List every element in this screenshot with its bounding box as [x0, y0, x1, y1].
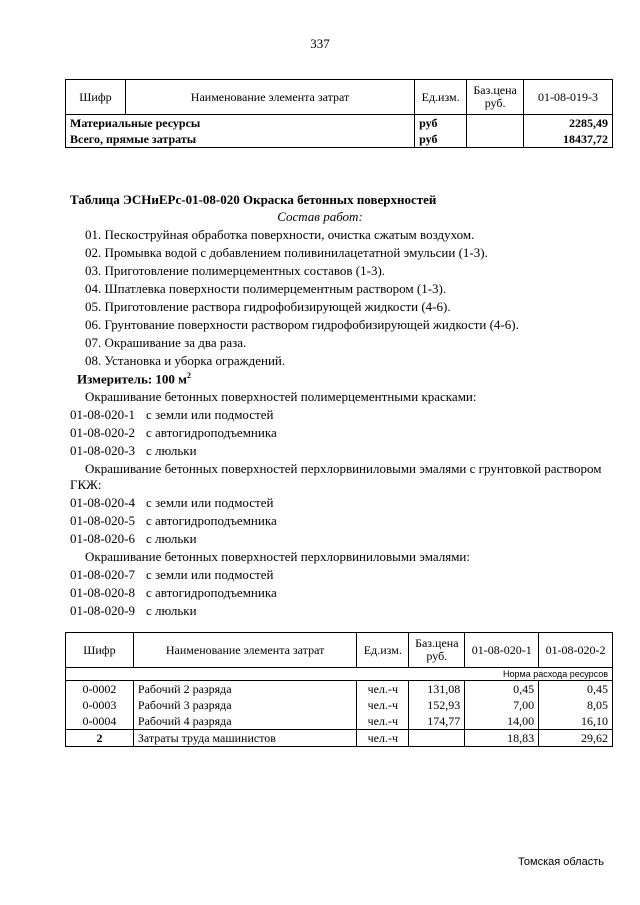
- row-price: 131,08: [409, 681, 465, 698]
- item-code: 01-08-020-3: [70, 443, 135, 458]
- work-item: 03. Приготовление полимерцементных составов (1-3).: [85, 263, 386, 278]
- row-unit: чел.-ч: [357, 713, 409, 730]
- row-price: [467, 115, 524, 132]
- row-name: Материальные ресурсы: [66, 115, 415, 132]
- item-text: с люльки: [146, 603, 197, 618]
- list-item: [70, 603, 197, 619]
- list-item: [70, 443, 197, 459]
- row-unit: руб: [415, 115, 467, 132]
- row-code: 0-0003: [66, 697, 134, 713]
- work-item: 08. Установка и уборка ограждений.: [85, 353, 286, 368]
- norm-label-row: [66, 668, 613, 681]
- row-unit: чел.-ч: [357, 730, 409, 747]
- row-price: 152,93: [409, 697, 465, 713]
- row-unit: чел.-ч: [357, 681, 409, 698]
- item-code: 01-08-020-1: [70, 407, 135, 422]
- item-text: с автогидроподъемника: [146, 513, 277, 528]
- row-value-2: 29,62: [539, 730, 613, 747]
- group-heading: Окрашивание бетонных поверхностей перхлорвиниловыми эмалями с грунтовкой раствором: [85, 461, 602, 476]
- group-heading: Окрашивание бетонных поверхностей полимерцементными красками:: [85, 389, 477, 404]
- item-code: 01-08-020-9: [70, 603, 135, 618]
- row-price: [467, 131, 524, 148]
- row-name: Всего, прямые затраты: [66, 131, 415, 148]
- list-item: [70, 407, 273, 423]
- table-header-row: [66, 633, 613, 668]
- resource-table-01-08-020: [65, 632, 613, 747]
- row-value: 2285,49: [524, 115, 613, 132]
- list-item: [70, 531, 197, 547]
- item-code: 01-08-020-5: [70, 513, 135, 528]
- row-unit: чел.-ч: [357, 697, 409, 713]
- row-value-2: 8,05: [539, 697, 613, 713]
- table-row: [66, 730, 613, 747]
- header-unit: Ед.изм.: [357, 633, 409, 668]
- norm-label: Норма расхода ресурсов: [66, 668, 613, 681]
- row-name: Рабочий 3 разряда: [133, 697, 356, 713]
- table-row: [66, 131, 613, 148]
- list-item: [70, 495, 273, 511]
- header-col-01-08-019-3: 01-08-019-3: [524, 80, 613, 115]
- item-code: 01-08-020-4: [70, 495, 135, 510]
- cost-table-01-08-019: [65, 79, 613, 148]
- table-row: [66, 697, 613, 713]
- row-code: 0-0004: [66, 713, 134, 730]
- row-name: Рабочий 4 разряда: [133, 713, 356, 730]
- group-heading: Окрашивание бетонных поверхностей перхлорвиниловыми эмалями:: [85, 549, 470, 564]
- row-name: Затраты труда машинистов: [133, 730, 356, 747]
- list-item: [70, 567, 273, 583]
- table-row: [66, 681, 613, 698]
- work-item: 02. Промывка водой с добавлением поливинилацетатной эмульсии (1-3).: [85, 245, 488, 260]
- page-number: 337: [310, 36, 330, 51]
- header-price: Баз.цена руб.: [409, 633, 465, 668]
- table-header-row: [66, 80, 613, 115]
- row-value-2: 0,45: [539, 681, 613, 698]
- table-row: [66, 115, 613, 132]
- measure-unit: [77, 371, 191, 387]
- row-value: 18437,72: [524, 131, 613, 148]
- row-value-2: 16,10: [539, 713, 613, 730]
- section-title: Таблица ЭСНиЕРс-01-08-020 Окраска бетонных поверхностей: [70, 192, 437, 207]
- header-name: Наименование элемента затрат: [133, 633, 356, 668]
- header-unit: Ед.изм.: [415, 80, 467, 115]
- header-code: Шифр: [66, 633, 134, 668]
- work-item: 05. Приготовление раствора гидрофобизирующей жидкости (4-6).: [85, 299, 451, 314]
- work-item: 07. Окрашивание за два раза.: [85, 335, 247, 350]
- row-value-1: 0,45: [465, 681, 539, 698]
- row-value-1: 7,00: [465, 697, 539, 713]
- item-text: с земли или подмостей: [146, 495, 274, 510]
- item-code: 01-08-020-2: [70, 425, 135, 440]
- header-col-01-08-020-1: 01-08-020-1: [465, 633, 539, 668]
- header-code: Шифр: [66, 80, 126, 115]
- row-value-1: 14,00: [465, 713, 539, 730]
- item-text: с земли или подмостей: [146, 407, 274, 422]
- row-price: [409, 730, 465, 747]
- row-code: 0-0002: [66, 681, 134, 698]
- item-text: с люльки: [146, 443, 197, 458]
- work-item: 04. Шпатлевка поверхности полимерцементным раствором (1-3).: [85, 281, 447, 296]
- footer-region: Томская область: [518, 856, 604, 868]
- item-text: с автогидроподъемника: [146, 425, 277, 440]
- section-subtitle: Состав работ:: [277, 209, 363, 224]
- item-text: с земли или подмостей: [146, 567, 274, 582]
- list-item: [70, 425, 277, 441]
- list-item: [70, 513, 277, 529]
- row-code: 2: [66, 730, 134, 747]
- group-heading-continued: ГКЖ:: [70, 477, 102, 492]
- item-text: с автогидроподъемника: [146, 585, 277, 600]
- header-price: Баз.цена руб.: [467, 80, 524, 115]
- header-name: Наименование элемента затрат: [125, 80, 414, 115]
- row-unit: руб: [415, 131, 467, 148]
- item-code: 01-08-020-7: [70, 567, 135, 582]
- row-price: 174,77: [409, 713, 465, 730]
- row-name: Рабочий 2 разряда: [133, 681, 356, 698]
- header-col-01-08-020-2: 01-08-020-2: [539, 633, 613, 668]
- table-row: [66, 713, 613, 730]
- item-text: с люльки: [146, 531, 197, 546]
- measure-label: Измеритель: 100 м: [77, 371, 188, 387]
- work-item: 01. Пескоструйная обработка поверхности, очистка сжатым воздухом.: [85, 227, 475, 242]
- row-value-1: 18,83: [465, 730, 539, 747]
- item-code: 01-08-020-8: [70, 585, 135, 600]
- measure-sup: 2: [187, 371, 192, 380]
- item-code: 01-08-020-6: [70, 531, 135, 546]
- work-item: 06. Грунтование поверхности раствором гидрофобизирующей жидкости (4-6).: [85, 317, 519, 332]
- list-item: [70, 585, 277, 601]
